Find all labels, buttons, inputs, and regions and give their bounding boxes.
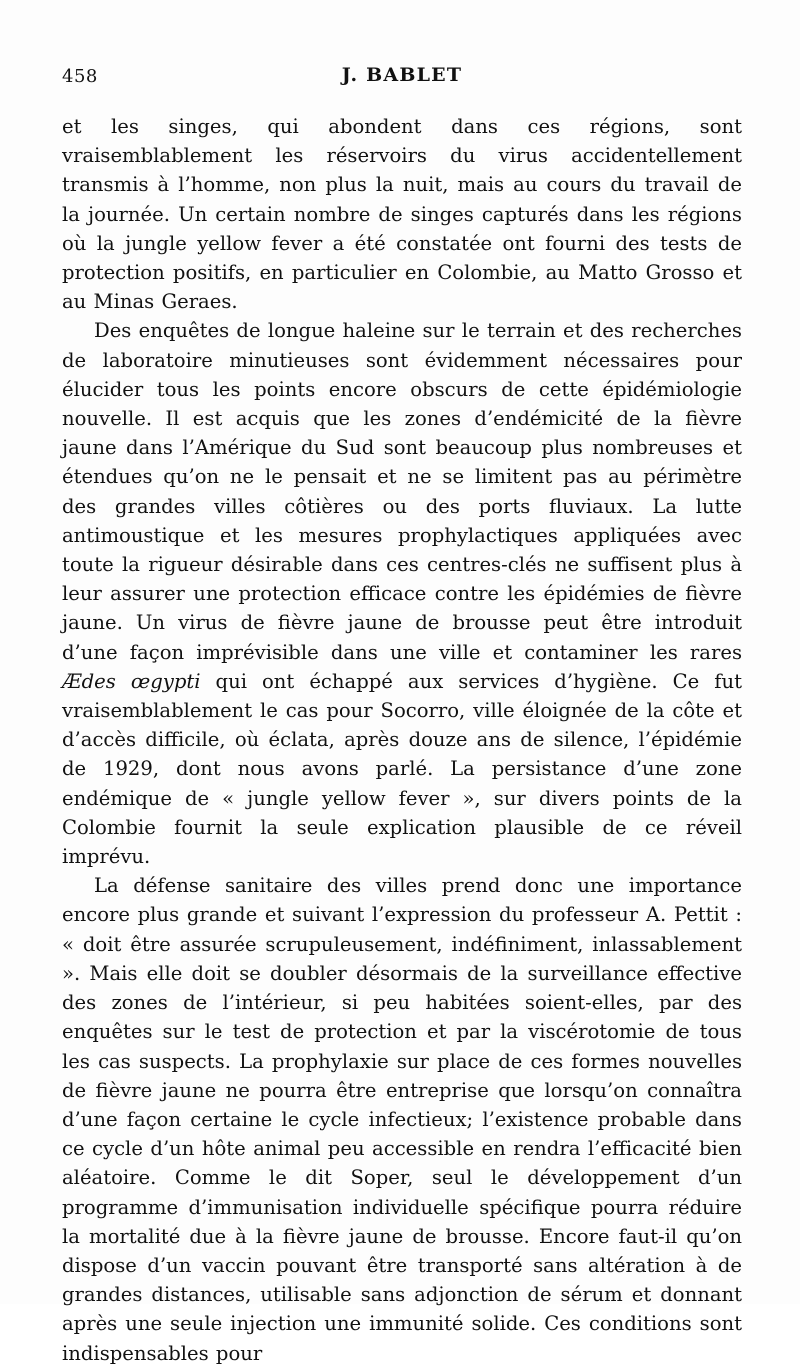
paragraph-text: Des enquêtes de longue haleine sur le terrain et des recherches de laboratoire minutieuses sont évidemment nécessaires pour élucider tous les points encore obscurs de cette épidémiologie nouvelle. Il est acquis que les zones d’endémicité de la fièvre jaune dans l’Amérique du Sud sont beaucoup plus nombreuses et étendues qu’on ne le pensait et ne se limitent pas au périmètre des grandes villes côtières ou des ports fluviaux. La lutte antimoustique et les mesures prophylactiques appliquées avec toute la rigueur désirable dans ces centres-clés ne suffisent plus à leur assurer une protection efficace contre les épidémies de fièvre jaune. Un virus de fièvre jaune de brousse peut être introduit d’une façon imprévisible dans une ville et contaminer les rares [62,319,742,664]
paragraph-text: et les singes, qui abondent dans ces régions, sont vraisemblablement les réservoirs du virus accidentellement transmis à l’homme, non plus la nuit, mais au cours du travail de la journée. Un certain nombre de singes capturés dans les régions où la jungle yellow fever a été constatée ont fourni des tests de protection positifs, en particulier en Colombie, au Matto Grosso et au Minas Geraes. [62,115,742,314]
paragraph-enquetes [62,316,742,871]
species-name-italic: Ædes œgypti [62,669,201,693]
paragraph-text: La défense sanitaire des villes prend donc une importance encore plus grande et suivant l’expression du professeur A. Pettit : « doit être assurée scrupuleusement, indéfiniment, inlassablement ». Mais elle doit se doubler désormais de la surveillance effective des zones de l’intérieur, si peu habitées soient-elles, par des enquêtes sur le test de protection et par la viscérotomie de tous les cas suspects. La prophylaxie sur place de ces formes nouvelles de fièvre jaune ne pourra être entreprise que lorsqu’on connaîtra d’une façon certaine le cycle infectieux; l’existence probable dans ce cycle d’un hôte animal peu accessible en rendra l’efficacité bien aléatoire. Comme le dit Soper, seul le développement d’un programme d’immunisation individuelle spécifique pourra réduire la mortalité due à la fièvre jaune de brousse. Encore faut-il qu’on dispose d’un vaccin pouvant être transporté sans altération à de grandes distances, utilisable sans adjonction de sérum et donnant après une seule injection une immunité solide. Ces conditions sont indispensables pour [62,874,742,1365]
paragraph-continuation [62,112,742,316]
running-head-author: J. BABLET [341,64,463,86]
paragraph-text: qui ont échappé aux services d’hygiène. Ce fut vraisemblablement le cas pour Socorro, ville éloignée de la côte et d’accès difficile, où éclata, après douze ans de silence, l’épidémie de 1929, dont nous avons parlé. La persistance d’une zone endémique de « jungle yellow fever », sur divers points de la Colombie fournit la seule explication plausible de ce réveil imprévu. [62,669,742,869]
page-header [62,62,742,92]
paragraph-defense-sanitaire [62,871,742,1367]
page-number: 458 [62,66,98,87]
body-text [62,112,742,1368]
